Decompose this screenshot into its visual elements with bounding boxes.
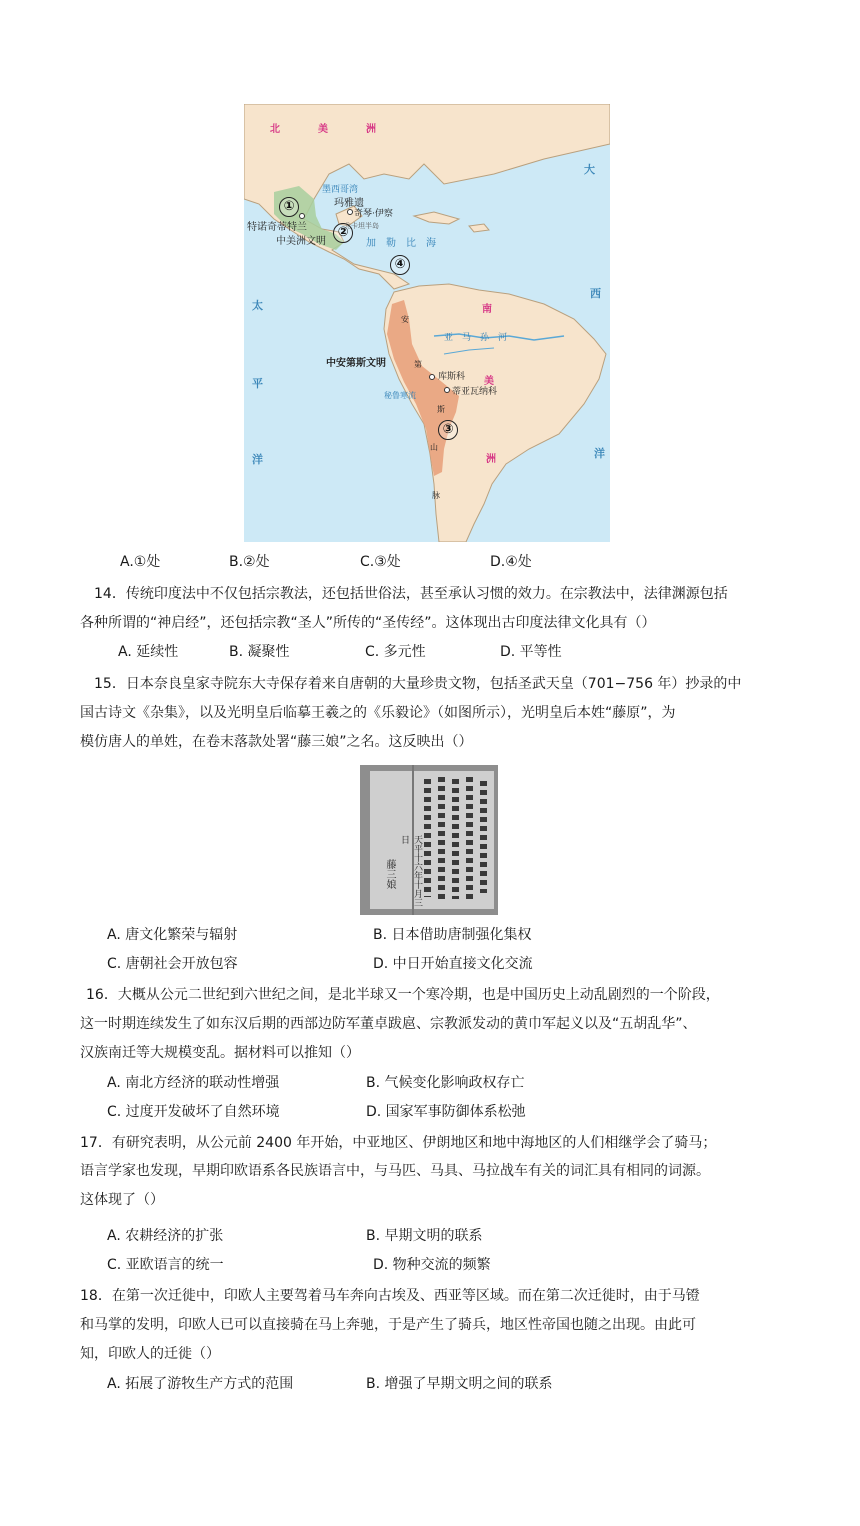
q15-line-2: 国古诗文《杂集》，以及光明皇后临摹王羲之的《乐毅论》（如图所示），光明皇后本姓“藤原”，为 xyxy=(80,705,676,721)
marker-2: ② xyxy=(333,223,353,243)
q17-line-2: 语言学家也发现，早期印欧语系各民族语言中，与马匹、马具、马拉战车有关的词汇具有相同的词源。 xyxy=(80,1163,710,1179)
label-teotihuacan: 特诺奇蒂特兰 xyxy=(247,222,307,233)
label-north-america: 北 美 洲 xyxy=(270,124,390,135)
calligraphy-date: 天平十六年十月三日 xyxy=(399,835,422,907)
map-drawing xyxy=(244,104,610,542)
map-figure xyxy=(244,104,610,542)
q13-option-b: B.②处 xyxy=(229,554,270,570)
label-south-america-3: 洲 xyxy=(486,454,496,465)
label-south-america-1: 南 xyxy=(482,304,492,315)
q14-line-1: 14．传统印度法中不仅包括宗教法，还包括世俗法，甚至承认习惯的效力。在宗教法中，法律渊源包括 xyxy=(94,586,728,602)
calligraphy-image xyxy=(360,765,498,915)
q15-option-a: A. 唐文化繁荣与辐射 xyxy=(107,927,238,943)
q13-option-a: A.①处 xyxy=(120,554,161,570)
label-andes-5: 脉 xyxy=(432,491,440,500)
label-atlantic-3: 洋 xyxy=(594,447,605,460)
label-chichen-itza: 奇琴·伊察 xyxy=(354,209,393,219)
q18-option-a: A. 拓展了游牧生产方式的范围 xyxy=(107,1376,294,1392)
q17-option-c: C. 亚欧语言的统一 xyxy=(107,1257,224,1273)
calligraphy-signature: 藤三娘 xyxy=(384,859,395,889)
q17-line-1: 17．有研究表明，从公元前 2400 年开始，中亚地区、伊朗地区和地中海地区的人们相继学会了骑马； xyxy=(80,1135,717,1151)
q17-option-d: D. 物种交流的频繁 xyxy=(373,1257,491,1273)
q13-option-c: C.③处 xyxy=(360,554,401,570)
q15-option-d: D. 中日开始直接文化交流 xyxy=(373,956,533,972)
label-cusco: 库斯科 xyxy=(438,372,466,382)
q16-option-b: B. 气候变化影响政权存亡 xyxy=(366,1075,525,1091)
label-andes-4: 山 xyxy=(430,443,438,452)
label-atlantic-1: 大 xyxy=(584,163,595,176)
label-mesoamerica: 中美洲文明 xyxy=(276,236,326,247)
label-gulf-mexico: 墨西哥湾 xyxy=(322,185,359,195)
q15-line-3: 模仿唐人的单姓，在卷末落款处署“藤三娘”之名。这反映出（） xyxy=(80,734,473,750)
label-caribbean: 加 勒 比 海 xyxy=(366,238,436,249)
q17-line-3: 这体现了（） xyxy=(80,1192,164,1208)
label-tiwanaku: 蒂亚瓦纳科 xyxy=(452,387,498,397)
q16-line-1: 16．大概从公元二世纪到六世纪之间，是北半球又一个寒冷期，也是中国历史上动乱剧烈的一个阶段， xyxy=(86,987,720,1003)
q16-option-c: C. 过度开发破坏了自然环境 xyxy=(107,1104,280,1120)
marker-1: ① xyxy=(279,197,299,217)
q14-line-2: 各种所谓的“神启经”，还包括宗教“圣人”所传的“圣传经”。这体现出古印度法律文化具有（） xyxy=(80,615,656,631)
label-peru-current: 秘鲁寒流 xyxy=(384,391,416,400)
q15-option-b: B. 日本借助唐制强化集权 xyxy=(373,927,532,943)
text-column xyxy=(424,779,431,897)
marker-3: ③ xyxy=(438,420,458,440)
q17-option-b: B. 早期文明的联系 xyxy=(366,1228,483,1244)
label-south-america-2: 美 xyxy=(484,376,494,387)
text-column xyxy=(466,777,473,899)
label-yucatan: 尤卡坦半岛 xyxy=(344,222,379,230)
q16-line-2: 这一时期连续发生了如东汉后期的西部边防军董卓跋扈、宗教派发动的黄巾军起义以及“五胡乱华”、 xyxy=(80,1016,697,1032)
q14-option-c: C. 多元性 xyxy=(365,644,426,660)
text-column xyxy=(452,779,459,899)
q14-option-d: D. 平等性 xyxy=(500,644,562,660)
label-andes-2: 第 xyxy=(414,360,422,369)
q18-line-3: 知，印欧人的迁徙（） xyxy=(80,1346,220,1362)
q18-option-b: B. 增强了早期文明之间的联系 xyxy=(366,1376,553,1392)
label-andes-1: 安 xyxy=(401,315,409,324)
q14-option-a: A. 延续性 xyxy=(118,644,179,660)
label-central-andes: 中安第斯文明 xyxy=(326,358,386,369)
label-amazon: 亚 马 孙 河 xyxy=(444,333,508,343)
text-column xyxy=(438,777,445,901)
q15-line-1: 15．日本奈良皇家寺院东大寺保存着来自唐朝的大量珍贵文物，包括圣武天皇（701−756 年）抄录的中 xyxy=(94,676,742,692)
label-atlantic-2: 西 xyxy=(590,287,601,300)
label-maya: 玛雅遗 xyxy=(334,198,364,209)
q14-option-b: B. 凝聚性 xyxy=(229,644,290,660)
q18-line-1: 18．在第一次迁徙中，印欧人主要驾着马车奔向古埃及、西亚等区域。而在第二次迁徙时，由于马镫 xyxy=(80,1288,700,1304)
text-column xyxy=(480,781,487,893)
label-pacific-1: 太 xyxy=(252,299,263,312)
q18-line-2: 和马掌的发明，印欧人已可以直接骑在马上奔驰，于是产生了骑兵，地区性帝国也随之出现。由此可 xyxy=(80,1317,696,1333)
label-pacific-2: 平 xyxy=(252,377,263,390)
q16-option-a: A. 南北方经济的联动性增强 xyxy=(107,1075,280,1091)
marker-4: ④ xyxy=(390,255,410,275)
q16-option-d: D. 国家军事防御体系松弛 xyxy=(366,1104,526,1120)
q17-option-a: A. 农耕经济的扩张 xyxy=(107,1228,224,1244)
q16-line-3: 汉族南迁等大规模变乱。据材料可以推知（） xyxy=(80,1045,360,1061)
q15-option-c: C. 唐朝社会开放包容 xyxy=(107,956,238,972)
q13-option-d: D.④处 xyxy=(490,554,532,570)
label-pacific-3: 洋 xyxy=(252,453,263,466)
label-andes-3: 斯 xyxy=(437,405,445,414)
